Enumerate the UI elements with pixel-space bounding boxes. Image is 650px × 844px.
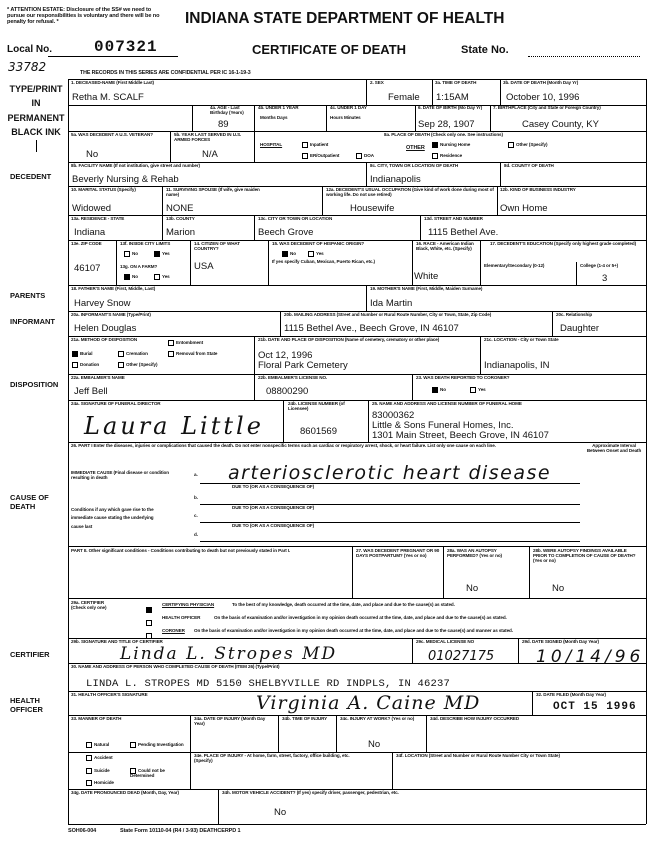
checkbox-icon xyxy=(130,742,136,748)
label-occupation: 12a. DECEDENT'S USUAL OCCUPATION (Give kind of work done during most of working life. Do not use retired) xyxy=(326,187,494,197)
label-business: 12b. KIND OF BUSINESS INDUSTRY xyxy=(500,187,576,192)
inside-city-no[interactable] xyxy=(124,251,138,257)
label-county-of-death: 8d. COUNTY OF DEATH xyxy=(504,163,554,168)
label-injury-location: 34f. LOCATION (Street and Number or Rural Route Number City or Town State) xyxy=(396,753,560,758)
birthplace: Casey County, KY xyxy=(522,119,599,130)
label-certifier: 29a. CERTIFIER (Check only one) xyxy=(71,600,107,610)
label-time-of-death: 3a. TIME OF DEATH xyxy=(435,80,477,85)
business: Own Home xyxy=(500,203,548,214)
relationship: Daughter xyxy=(560,323,600,334)
autopsy-findings: No xyxy=(552,583,565,594)
year-served: N/A xyxy=(202,149,218,160)
label-under-1-year: 4b. UNDER 1 YEAR xyxy=(258,105,299,110)
no-label: No xyxy=(132,274,138,280)
label-spouse: 11. SURVIVING SPOUSE (If wife, give maiden name) xyxy=(166,187,260,197)
other-specify-label: Other (Specify) xyxy=(516,142,548,148)
label-conditions: Conditions if any which gave rise to the immediate cause stating the underlying cause last xyxy=(71,507,154,529)
medical-license: 01027175 xyxy=(428,649,495,664)
label-autopsy-findings: 28b. WERE AUTOPSY FINDINGS AVAILABLE PRIOR TO COMPLETION OF CAUSE OF DEATH? (Yes or no) xyxy=(533,548,636,563)
type-print-note: TYPE/PRINT IN PERMANENT BLACK INK xyxy=(7,84,65,138)
label-pronounced-dead: 34g. DATE PRONOUNCED DEAD (Month, Day, Year) xyxy=(71,790,179,795)
label-months-days: Months Days xyxy=(260,115,288,120)
section-certifier: CERTIFIER xyxy=(10,650,50,659)
fd-signature: Laura Little xyxy=(84,412,264,440)
label-res-city: 13c. CITY OR TOWN OR LOCATION xyxy=(258,216,333,221)
label-street: 13d. STREET AND NUMBER xyxy=(424,216,483,221)
embalmer-name: Jeff Bell xyxy=(74,386,108,397)
inpatient-checkbox[interactable] xyxy=(302,142,328,148)
sex: Female xyxy=(388,92,420,103)
label-health-officer: HEALTH OFFICER xyxy=(162,615,201,620)
label-veteran: 5a. WAS DECEDENT A U.S. VETERAN? xyxy=(71,132,153,137)
label-college: College (1-4 or 5+) xyxy=(580,263,619,268)
suicide-label: Suicide xyxy=(94,768,110,774)
cremation-label: Cremation xyxy=(126,351,148,357)
no-label: No xyxy=(132,251,138,257)
yes-label: Yes xyxy=(162,251,170,257)
pending-checkbox[interactable] xyxy=(130,742,186,748)
coroner-yes[interactable] xyxy=(470,387,486,393)
checkbox-icon xyxy=(302,142,308,148)
mother-name: Ida Martin xyxy=(370,298,413,309)
label-birthplace: 7. BIRTHPLACE (City and State or Foreign Country) xyxy=(493,105,601,110)
homicide-label: Homicide xyxy=(94,780,114,786)
zip: 46107 xyxy=(74,263,101,274)
on-farm-no[interactable] xyxy=(124,274,138,280)
suicide-checkbox[interactable] xyxy=(86,768,110,774)
label-pregnant: 27. WAS DECEDENT PREGNANT OR 90 DAYS POSTPARTUM? (Yes or no) xyxy=(356,548,440,558)
label-on-farm: 13g. ON A FARM? xyxy=(120,264,158,269)
state-no-label: State No. xyxy=(461,44,509,56)
label-facility: 8b. FACILITY NAME (If not institution, give street and number) xyxy=(71,163,200,168)
label-race: 16. RACE - American Indian Black, White, etc. (Specify) xyxy=(416,241,474,251)
section-informant: INFORMANT xyxy=(10,317,55,326)
checkbox-icon xyxy=(86,755,92,761)
label-under-1-day: 4c. UNDER 1 DAY xyxy=(330,105,367,110)
disposition-place: Floral Park Cemetery xyxy=(258,360,348,371)
label-medical-license: 29c. MEDICAL LICENSE NO xyxy=(416,639,475,644)
on-farm-yes[interactable] xyxy=(154,274,170,280)
motor-vehicle: No xyxy=(274,807,287,818)
funeral-home-name: Little & Sons Funeral Homes, Inc. xyxy=(372,420,514,431)
label-completed-by: 30. NAME AND ADDRESS OF PERSON WHO COMPLETED CAUSE OF DEATH (ITEM 26) (Type/Print) xyxy=(71,664,280,669)
checkbox-icon xyxy=(146,607,152,613)
hispanic-no[interactable] xyxy=(282,251,296,257)
label-embalmer: 22a. EMBALMER'S NAME xyxy=(71,375,125,380)
res-state: Indiana xyxy=(74,227,106,238)
label-other: OTHER xyxy=(406,145,425,151)
label-time-of-injury: 34b. TIME OF INJURY xyxy=(282,716,328,721)
label-place-of-death: 8a. PLACE OF DEATH (Check only one. See instructions) xyxy=(384,132,503,137)
coroner-text: On the basis of examination and/or investigation in my opinion death occurred at the time, date, and place and due to the cause(s) and manner as stated. xyxy=(194,628,513,633)
deceased-name: Retha M. SCALF xyxy=(72,92,144,103)
section-health-officer: HEALTH OFFICER xyxy=(10,696,43,714)
label-father: 18. FATHER'S NAME (First, Middle, Last) xyxy=(71,286,156,291)
label-disposition-method: 21a. METHOD OF DISPOSITION xyxy=(71,337,138,342)
checkbox-icon xyxy=(508,142,514,148)
label-manner: 33. MANNER OF DEATH xyxy=(71,716,122,721)
label-injury-description: 34d. DESCRIBE HOW INJURY OCCURRED xyxy=(430,716,520,721)
checkbox-icon xyxy=(86,780,92,786)
local-no-label: Local No. xyxy=(7,44,53,55)
cremation-checkbox[interactable] xyxy=(118,351,148,357)
label-fd-signature: 24a. SIGNATURE OF FUNERAL DIRECTOR xyxy=(71,401,161,406)
label-hospital: HOSPITAL xyxy=(260,142,283,147)
label-age: 4a. AGE - Last Birthday (Years) xyxy=(210,105,244,115)
label-health-signature: 31. HEALTH OFFICER'S SIGNATURE xyxy=(71,692,148,697)
checkbox-icon xyxy=(72,362,78,368)
occupation: Housewife xyxy=(350,203,395,214)
label-hispanic: 15. WAS DECEDENT OF HISPANIC ORIGIN? xyxy=(272,241,365,246)
doa-label: DOA xyxy=(364,153,374,159)
label-immediate-cause: IMMEDIATE CAUSE (Final disease or condition resulting in death xyxy=(71,470,169,480)
label-coroner-reported: 23. WAS DEATH REPORTED TO CORONER? xyxy=(416,375,510,380)
race: White xyxy=(414,271,439,282)
funeral-home-license: 83000362 xyxy=(372,410,415,421)
checkbox-icon xyxy=(124,251,130,257)
inside-city-yes[interactable] xyxy=(154,251,170,257)
street: 1115 Bethel Ave. xyxy=(428,227,499,238)
ss-attention: * ATTENTION ESTATE: Disclosure of the SS# we need to pursue our responsibilities is voluntary and there will be no penalty for refusal. * xyxy=(7,7,160,26)
label-relationship: 20c. Relationship xyxy=(556,312,593,317)
label-b: b. xyxy=(194,495,198,500)
removal-label: Removal from State xyxy=(176,351,218,357)
spouse: NONE xyxy=(166,203,194,214)
label-res-county: 13b. COUNTY xyxy=(166,216,195,221)
completed-by: LINDA L. STROPES MD 5150 SHELBYVILLE RD INDPLS, IN 46237 xyxy=(86,678,451,690)
label-certifying-physician: CERTIFYING PHYSICIAN xyxy=(162,602,215,607)
label-place-of-injury: 34e. PLACE OF INJURY - At home, farm, street, factory, office building, etc. (Specify) xyxy=(194,753,350,763)
age: 89 xyxy=(218,119,229,130)
checkbox-icon xyxy=(72,351,78,357)
embalmer-license: 08800290 xyxy=(266,386,309,397)
hispanic-yes[interactable] xyxy=(308,251,324,257)
coroner-no[interactable] xyxy=(432,387,446,393)
veteran: No xyxy=(86,149,99,160)
checkbox-icon xyxy=(432,153,438,159)
time-of-death: 1:15AM xyxy=(436,92,469,103)
label-due-to-3: DUE TO (OR AS A CONSEQUENCE OF) xyxy=(232,523,315,528)
label-date-filed: 32. DATE FILED (Month Day Year) xyxy=(536,692,606,697)
other-specify-checkbox[interactable] xyxy=(508,142,547,148)
checkbox-icon xyxy=(86,768,92,774)
health-off-text: On the basis of examination and/or investigation in my opinion death occurred at the time, date, and place and due to the cause(s) as stated. xyxy=(214,615,507,620)
accident-label: Accident xyxy=(94,755,113,761)
no-label: No xyxy=(290,251,296,257)
burial-checkbox[interactable] xyxy=(72,351,92,357)
date-filed: OCT 15 1996 xyxy=(553,701,637,713)
label-elementary: Elementary/Secondary (0-12) xyxy=(484,263,545,268)
confidential-notice: THE RECORDS IN THIS SERIES ARE CONFIDENTIAL PER IC 16-1-19-3 xyxy=(80,70,251,76)
donation-label: Donation xyxy=(80,362,100,368)
label-d: d. xyxy=(194,532,198,537)
other-disposition-checkbox[interactable] xyxy=(118,362,157,368)
certifier-signature: Linda L. Stropes MD xyxy=(120,644,338,664)
label-hispanic-specify: If yes specify Cuban, Mexican, Puerto Rican, etc.) xyxy=(272,259,375,264)
city-of-death: Indianapolis xyxy=(370,174,421,185)
label-hours-minutes: Hours Minutes xyxy=(330,115,361,120)
checkbox-icon xyxy=(302,153,308,159)
label-inside-city: 13f. INSIDE CITY LIMITS xyxy=(120,241,171,246)
label-date-of-injury: 34a. DATE OF INJURY (Month Day Year) xyxy=(194,716,266,726)
natural-checkbox[interactable] xyxy=(86,742,109,748)
label-zip: 13e. ZIP CODE xyxy=(71,241,102,246)
date-of-death: October 10, 1996 xyxy=(506,92,580,103)
checkbox-icon xyxy=(432,387,438,393)
date-of-birth: Sep 28, 1907 xyxy=(418,119,475,130)
date-signed: 10/14/96 xyxy=(536,647,645,667)
could-not-label: Could not be Determined xyxy=(130,768,165,779)
label-motor-vehicle: 34h. MOTOR VEHICLE ACCIDENT? (If yes) specify driver, passenger, pedestrian, etc. xyxy=(222,790,399,795)
label-disposition-date: 21b. DATE AND PLACE OF DISPOSITION (Name of cemetery, crematory or other place) xyxy=(258,337,440,342)
section-cause: CAUSE OF DEATH xyxy=(10,493,49,511)
label-disposition-location: 21c. LOCATION - City or Town State xyxy=(484,337,559,342)
checkbox-icon xyxy=(168,340,174,346)
section-disposition: DISPOSITION xyxy=(10,380,59,389)
accident-checkbox[interactable] xyxy=(86,755,113,761)
label-autopsy: 28a. WAS AN AUTOPSY PERFORMED? (Yes or no) xyxy=(447,548,502,558)
informant-address: 1115 Bethel Ave., Beech Grove, IN 46107 xyxy=(284,323,459,334)
donation-checkbox[interactable] xyxy=(72,362,99,368)
checkbox-icon xyxy=(432,142,438,148)
yes-label: Yes xyxy=(162,274,170,280)
facility: Beverly Nursing & Rehab xyxy=(72,174,179,185)
funeral-home-address: 1301 Main Street, Beech Grove, IN 46107 xyxy=(372,430,549,441)
label-dob: 6. DATE OF BIRTH (Mo Day Yr) xyxy=(418,105,483,110)
res-city: Beech Grove xyxy=(258,227,314,238)
checkbox-icon xyxy=(470,387,476,393)
label-part-1: 26. PART I Enter the diseases, injuries or complications that caused the death. Do not enter nonspecific terms such as cardiac or respiratory arrest, shock, or heart failure. List only one cause on each line. xyxy=(71,443,496,448)
label-citizen: 14. CITIZEN OF WHAT COUNTRY? xyxy=(194,241,240,251)
autopsy: No xyxy=(466,583,479,594)
label-a: a. xyxy=(194,472,198,477)
injury-at-work: No xyxy=(368,739,381,750)
label-education: 17. DECEDENT'S EDUCATION (Specify only highest grade completed) xyxy=(489,241,637,246)
label-due-to-1: DUE TO (OR AS A CONSEQUENCE OF) xyxy=(232,484,315,489)
checkbox-icon xyxy=(154,274,160,280)
yes-label: Yes xyxy=(316,251,324,257)
label-coroner: CORONER xyxy=(162,628,185,633)
section-parents: PARENTS xyxy=(10,291,46,300)
fd-license: 8601569 xyxy=(300,426,337,437)
inpatient-label: Inpatient xyxy=(310,142,329,148)
label-injury-at-work: 34c. INJURY AT WORK? (Yes or no) xyxy=(340,716,415,721)
cert-phys-text: To the best of my knowledge, death occurred at the time, date, and place and due to the cause(s) as stated. xyxy=(232,602,455,607)
label-date-signed: 29d. DATE SIGNED (Month Day Year) xyxy=(522,639,599,644)
yes-label: Yes xyxy=(478,387,486,393)
label-marital: 10. MARITAL STATUS (Specify) xyxy=(71,187,136,192)
health-signature: Virginia A. Caine MD xyxy=(256,692,481,714)
label-deceased-name: 1. DECEASED-NAME (First Middle Last) xyxy=(71,80,154,85)
label-certifier-signature: 29b. SIGNATURE AND TITLE OF CERTIFIER xyxy=(71,639,163,644)
res-county: Marion xyxy=(166,227,196,238)
handwritten-local: 33782 xyxy=(8,60,47,74)
form-code: SOH06-004 xyxy=(68,828,97,834)
burial-label: Burial xyxy=(80,351,93,357)
checkbox-icon xyxy=(282,251,288,257)
label-due-to-2: DUE TO (OR AS A CONSEQUENCE OF) xyxy=(232,505,315,510)
informant-name: Helen Douglas xyxy=(74,323,137,334)
section-decedent: DECEDENT xyxy=(10,172,52,181)
disposition-date: Oct 12, 1996 xyxy=(258,350,313,361)
citizen: USA xyxy=(194,261,214,272)
checkbox-icon xyxy=(118,362,124,368)
residence-checkbox[interactable] xyxy=(432,153,462,159)
pending-label: Pending Investigation xyxy=(138,742,184,748)
nursing-home-label: Nursing Home xyxy=(440,142,471,148)
label-embalmer-license: 22b. EMBALMER'S LICENSE NO. xyxy=(258,375,328,380)
label-fd-license: 24b. LICENSE NUMBER (of Licensee) xyxy=(288,401,345,411)
doa-checkbox[interactable] xyxy=(356,153,374,159)
homicide-checkbox[interactable] xyxy=(86,780,114,786)
department-title: INDIANA STATE DEPARTMENT OF HEALTH xyxy=(185,10,505,27)
form-number: State Form 10110-04 (R4 / 3-93) DEATHCERPD 1 xyxy=(120,828,241,834)
disposition-location: Indianapolis, IN xyxy=(484,360,550,371)
checkbox-icon xyxy=(124,274,130,280)
cause-a: arteriosclerotic heart disease xyxy=(228,462,552,484)
label-year-served: 5b. YEAR LAST SERVED IN U.S. ARMED FORCES xyxy=(174,132,242,142)
could-not-checkbox[interactable] xyxy=(130,768,186,779)
checkbox-icon xyxy=(168,351,174,357)
checkbox-icon xyxy=(146,633,152,639)
checkbox-icon xyxy=(308,251,314,257)
label-city-of-death: 8c. CITY, TOWN OR LOCATION OF DEATH xyxy=(370,163,459,168)
checkbox-icon xyxy=(118,351,124,357)
certificate-title: CERTIFICATE OF DEATH xyxy=(252,42,407,57)
entombment-checkbox[interactable] xyxy=(168,340,203,346)
checkbox-icon xyxy=(86,742,92,748)
checkbox-icon xyxy=(356,153,362,159)
er-checkbox[interactable] xyxy=(302,153,339,159)
nursing-home-checkbox[interactable] xyxy=(432,142,470,148)
checkbox-icon xyxy=(146,620,152,626)
tick-mark xyxy=(36,140,37,152)
other-disposition-label: Other (Specify) xyxy=(126,362,158,368)
father-name: Harvey Snow xyxy=(74,298,131,309)
label-c: c. xyxy=(194,513,198,518)
label-part-2: PART II. Other significant conditions - Conditions contributing to death but not previously stated in Part I. xyxy=(71,548,291,553)
label-res-state: 13a. RESIDENCE - STATE xyxy=(71,216,125,221)
local-no: 007321 xyxy=(94,38,158,56)
label-date-of-death: 3b. DATE OF DEATH (Month Day Yr) xyxy=(503,80,579,85)
marital-status: Widowed xyxy=(72,203,112,214)
no-label: No xyxy=(440,387,446,393)
checkbox-icon xyxy=(154,251,160,257)
college: 3 xyxy=(602,273,608,284)
entombment-label: Entombment xyxy=(176,340,204,346)
label-sex: 2. SEX xyxy=(370,80,384,85)
label-interval: Approximate Interval Between Onset and Death xyxy=(586,443,642,453)
label-mother: 19. MOTHER'S NAME (First, Middle, Maiden Surname) xyxy=(370,286,483,291)
natural-label: Natural xyxy=(94,742,110,748)
label-funeral-home: 25. NAME AND ADDRESS AND LICENSE NUMBER OF FUNERAL HOME xyxy=(372,401,522,406)
residence-label: Residence xyxy=(440,153,463,159)
label-mailing-address: 20b. MAILING ADDRESS (Street and Number or Rural Route Number, City or Town, State, Zip Code) xyxy=(284,312,492,317)
removal-checkbox[interactable] xyxy=(168,351,217,357)
er-label: ER/Outpatient xyxy=(310,153,340,159)
label-informant: 20a. INFORMANT'S NAME (Type/Print) xyxy=(71,312,151,317)
